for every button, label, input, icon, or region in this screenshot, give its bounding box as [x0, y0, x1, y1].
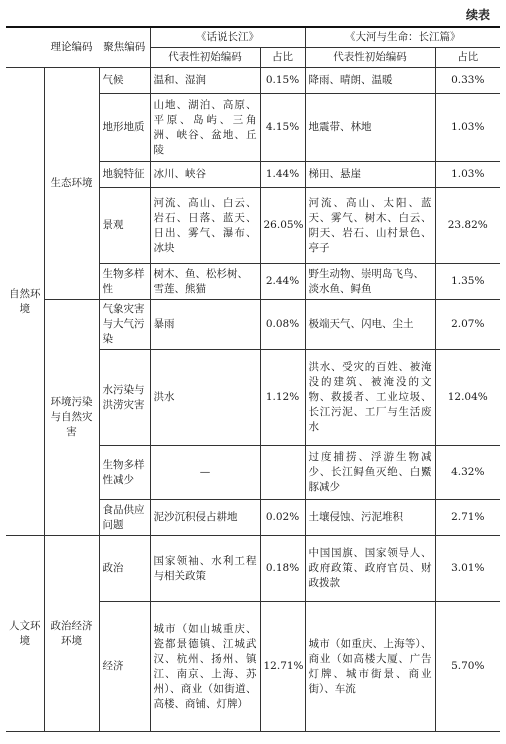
- film2-code: 土壤侵蚀、污泥堆积: [305, 500, 435, 536]
- film1-code: —: [150, 446, 260, 500]
- film1-ratio: 1.44%: [260, 162, 305, 188]
- film1-ratio: 0.15%: [260, 68, 305, 94]
- film2-code: 城市（如重庆、上海等）、商业（如高楼大厦、广告灯牌、城市街景、商业街）、车流: [305, 602, 435, 732]
- film2-ratio: 4.32%: [435, 446, 500, 500]
- film1-ratio: 0.02%: [260, 500, 305, 536]
- film2-code: 地震带、林地: [305, 94, 435, 162]
- film1-code: 暴雨: [150, 300, 260, 350]
- group-pollution: 环境污染与自然灾害: [44, 300, 99, 536]
- focus-cell: 气象灾害与大气污染: [99, 300, 150, 350]
- table-row: [6, 300, 500, 350]
- film2-title: 《大河与生命：长江篇》: [305, 27, 500, 48]
- film2-ratio: 0.33%: [435, 68, 500, 94]
- blank-header: [6, 27, 44, 68]
- film1-ratio-header: 占比: [260, 48, 305, 68]
- focus-cell: 地貌特征: [99, 162, 150, 188]
- film2-code: 洪水、受灾的百姓、被淹没的建筑、被淹没的文物、救援者、工业垃圾、长江污泥、工厂与生活废水: [305, 350, 435, 446]
- film2-ratio: 1.03%: [435, 162, 500, 188]
- film2-code: 野生动物、崇明岛飞鸟、淡水鱼、鲟鱼: [305, 264, 435, 300]
- focus-cell: 经济: [99, 602, 150, 732]
- film2-code: 中国国旗、国家领导人、政府政策、政府官员、财政拨款: [305, 536, 435, 602]
- film2-code: 过度捕捞、浮游生物减少、长江鲟鱼灭绝、白鱀豚减少: [305, 446, 435, 500]
- continued-label: 续表: [465, 8, 490, 22]
- film1-code: 国家领袖、水利工程与相关政策: [150, 536, 260, 602]
- film2-ratio: 23.82%: [435, 188, 500, 264]
- coding-table: [6, 26, 500, 732]
- film1-code: 泥沙沉积侵占耕地: [150, 500, 260, 536]
- film2-code: 梯田、悬崖: [305, 162, 435, 188]
- film1-code: 冰川、峡谷: [150, 162, 260, 188]
- focus-cell: 食品供应问题: [99, 500, 150, 536]
- film1-code: 洪水: [150, 350, 260, 446]
- film1-code: 温和、湿润: [150, 68, 260, 94]
- film1-rep-code-header: 代表性初始编码: [150, 48, 260, 68]
- film1-code: 山地、湖泊、高原、平原、岛屿、三角洲、峡谷、盆地、丘陵: [150, 94, 260, 162]
- film1-ratio: 1.12%: [260, 350, 305, 446]
- focus-cell: 生物多样性: [99, 264, 150, 300]
- film1-code: 河流、高山、白云、岩石、日落、蓝天、日出、雾气、瀑布、冰块: [150, 188, 260, 264]
- film2-ratio: 5.70%: [435, 602, 500, 732]
- group-ecology: 生态环境: [44, 68, 99, 300]
- film1-ratio: 26.05%: [260, 188, 305, 264]
- focus-cell: 景观: [99, 188, 150, 264]
- film1-ratio: 0.18%: [260, 536, 305, 602]
- film2-ratio: 3.01%: [435, 536, 500, 602]
- focus-cell: 地形地质: [99, 94, 150, 162]
- focus-cell: 气候: [99, 68, 150, 94]
- film2-ratio-header: 占比: [435, 48, 500, 68]
- group-human: 人文环境: [6, 536, 44, 732]
- film1-code: 树木、鱼、松杉树、雪莲、熊猫: [150, 264, 260, 300]
- theory-code-header: 理论编码: [44, 27, 99, 68]
- film2-ratio: 2.71%: [435, 500, 500, 536]
- film1-ratio: 0.08%: [260, 300, 305, 350]
- film2-ratio: 2.07%: [435, 300, 500, 350]
- film1-ratio: 4.15%: [260, 94, 305, 162]
- film2-code: 降雨、晴朗、温暖: [305, 68, 435, 94]
- film2-code: 河流、高山、太阳、蓝天、雾气、树木、白云、阴天、岩石、山村景色、亭子: [305, 188, 435, 264]
- focus-code-header: 聚焦编码: [99, 27, 150, 68]
- table-row: [6, 68, 500, 94]
- film2-ratio: 1.35%: [435, 264, 500, 300]
- focus-cell: 政治: [99, 536, 150, 602]
- focus-cell: 水污染与洪涝灾害: [99, 350, 150, 446]
- group-nature: 自然环境: [6, 68, 44, 536]
- film1-ratio: [260, 446, 305, 500]
- film2-code: 极端天气、闪电、尘土: [305, 300, 435, 350]
- film1-ratio: 2.44%: [260, 264, 305, 300]
- film1-code: 城市（如山城重庆、瓷都景德镇、江城武汉、杭州、扬州、镇江、南京、上海、苏州）、商业（如街道、高楼、商铺、灯牌）: [150, 602, 260, 732]
- film2-ratio: 1.03%: [435, 94, 500, 162]
- film2-rep-code-header: 代表性初始编码: [305, 48, 435, 68]
- film2-ratio: 12.04%: [435, 350, 500, 446]
- focus-cell: 生物多样性减少: [99, 446, 150, 500]
- group-political-economic: 政治经济环境: [44, 536, 99, 732]
- film1-ratio: 12.71%: [260, 602, 305, 732]
- table-row: [6, 536, 500, 602]
- film1-title: 《话说长江》: [150, 27, 305, 48]
